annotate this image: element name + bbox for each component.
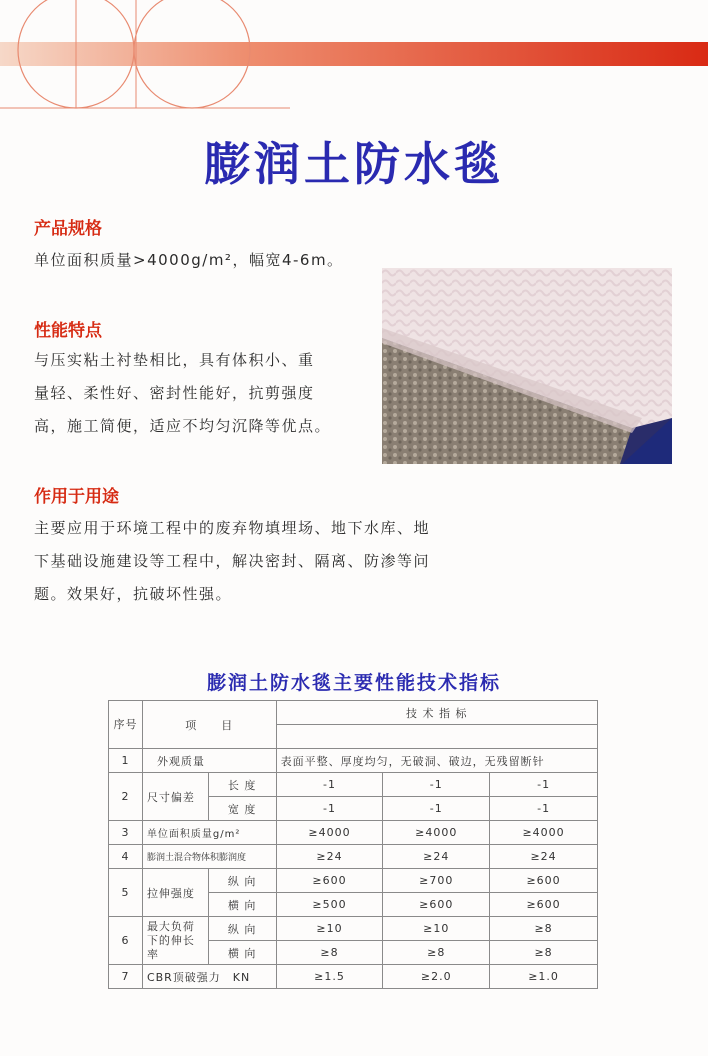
row-cell: -1 <box>490 797 598 821</box>
features-line: 与压实粘土衬垫相比，具有体积小、重 <box>34 351 315 369</box>
row-no: 4 <box>109 845 143 869</box>
row-sub-label: 长 度 <box>208 773 276 797</box>
row-no: 1 <box>109 749 143 773</box>
usage-line: 题。效果好，抗破坏性强。 <box>34 585 233 603</box>
row-cell: ≥1.0 <box>490 965 598 989</box>
row-cell: -1 <box>490 773 598 797</box>
row-cell: -1 <box>276 797 383 821</box>
row-cell: ≥500 <box>276 893 383 917</box>
row-cell: ≥4000 <box>490 821 598 845</box>
row-cell: ≥600 <box>490 893 598 917</box>
product-photo <box>382 268 672 464</box>
row-cell: ≥1.5 <box>276 965 383 989</box>
header-seq: 序号 <box>109 701 143 749</box>
spec-line: 单位面积质量>4000g/m²，幅宽4-6m。 <box>34 251 344 269</box>
table-title: 膨润土防水毯主要性能技术指标 <box>206 672 501 694</box>
table-row <box>109 965 598 989</box>
section-heading-spec: 产品规格 <box>34 219 102 239</box>
header-spec-blank <box>276 725 597 749</box>
header-item: 项 目 <box>142 701 276 749</box>
row-cell: ≥2.0 <box>383 965 490 989</box>
row-value: 表面平整、厚度均匀，无破洞、破边，无残留断针 <box>276 749 597 773</box>
header-spec: 技 术 指 标 <box>276 701 597 725</box>
row-no: 5 <box>109 869 143 917</box>
section-heading-features: 性能特点 <box>34 321 102 341</box>
usage-line: 下基础设施建设等工程中，解决密封、隔离、防渗等问 <box>34 552 431 570</box>
row-item: 外观质量 <box>142 749 276 773</box>
bentonite-blanket-photo-icon <box>382 268 672 464</box>
row-item: 最大负荷下的伸长率 <box>142 917 208 965</box>
row-cell: ≥24 <box>490 845 598 869</box>
row-item: 单位面积质量g/m² <box>142 821 276 845</box>
row-sub-label: 纵 向 <box>208 917 276 941</box>
table-row <box>109 917 598 941</box>
table-row <box>109 749 598 773</box>
row-cell: ≥8 <box>383 941 490 965</box>
row-cell: ≥8 <box>490 941 598 965</box>
features-line: 量轻、柔性好、密封性能好，抗剪强度 <box>34 384 315 402</box>
row-cell: -1 <box>383 773 490 797</box>
row-cell: ≥4000 <box>383 821 490 845</box>
section-heading-usage: 作用于用途 <box>34 487 119 507</box>
row-cell: -1 <box>276 773 383 797</box>
table-row <box>109 773 598 797</box>
row-no: 3 <box>109 821 143 845</box>
row-cell: ≥600 <box>490 869 598 893</box>
spec-table <box>108 700 598 989</box>
row-sub-label: 横 向 <box>208 941 276 965</box>
row-item: 尺寸偏差 <box>142 773 208 821</box>
row-cell: ≥600 <box>383 893 490 917</box>
row-no: 7 <box>109 965 143 989</box>
row-cell: -1 <box>383 797 490 821</box>
row-sub-label: 宽 度 <box>208 797 276 821</box>
spec-text <box>34 244 344 277</box>
row-cell: ≥24 <box>383 845 490 869</box>
row-cell: ≥4000 <box>276 821 383 845</box>
row-sub-label: 纵 向 <box>208 869 276 893</box>
table-row <box>109 821 598 845</box>
row-sub-label: 横 向 <box>208 893 276 917</box>
table-header-row <box>109 701 598 725</box>
row-cell: ≥700 <box>383 869 490 893</box>
features-text <box>34 344 331 443</box>
row-no: 6 <box>109 917 143 965</box>
table-row <box>109 845 598 869</box>
row-cell: ≥10 <box>383 917 490 941</box>
usage-line: 主要应用于环境工程中的废弃物填埋场、地下水库、地 <box>34 519 431 537</box>
row-item: 拉伸强度 <box>142 869 208 917</box>
page-title: 膨润土防水毯 <box>204 137 504 191</box>
row-item: CBR顶破强力 KN <box>142 965 276 989</box>
row-cell: ≥10 <box>276 917 383 941</box>
features-line: 高，施工简便，适应不均匀沉降等优点。 <box>34 417 332 435</box>
row-item: 膨润土混合物体积膨润度 <box>142 845 276 869</box>
row-cell: ≥600 <box>276 869 383 893</box>
row-cell: ≥24 <box>276 845 383 869</box>
row-cell: ≥8 <box>276 941 383 965</box>
row-cell: ≥8 <box>490 917 598 941</box>
row-no: 2 <box>109 773 143 821</box>
table-row <box>109 869 598 893</box>
usage-text <box>34 512 430 611</box>
